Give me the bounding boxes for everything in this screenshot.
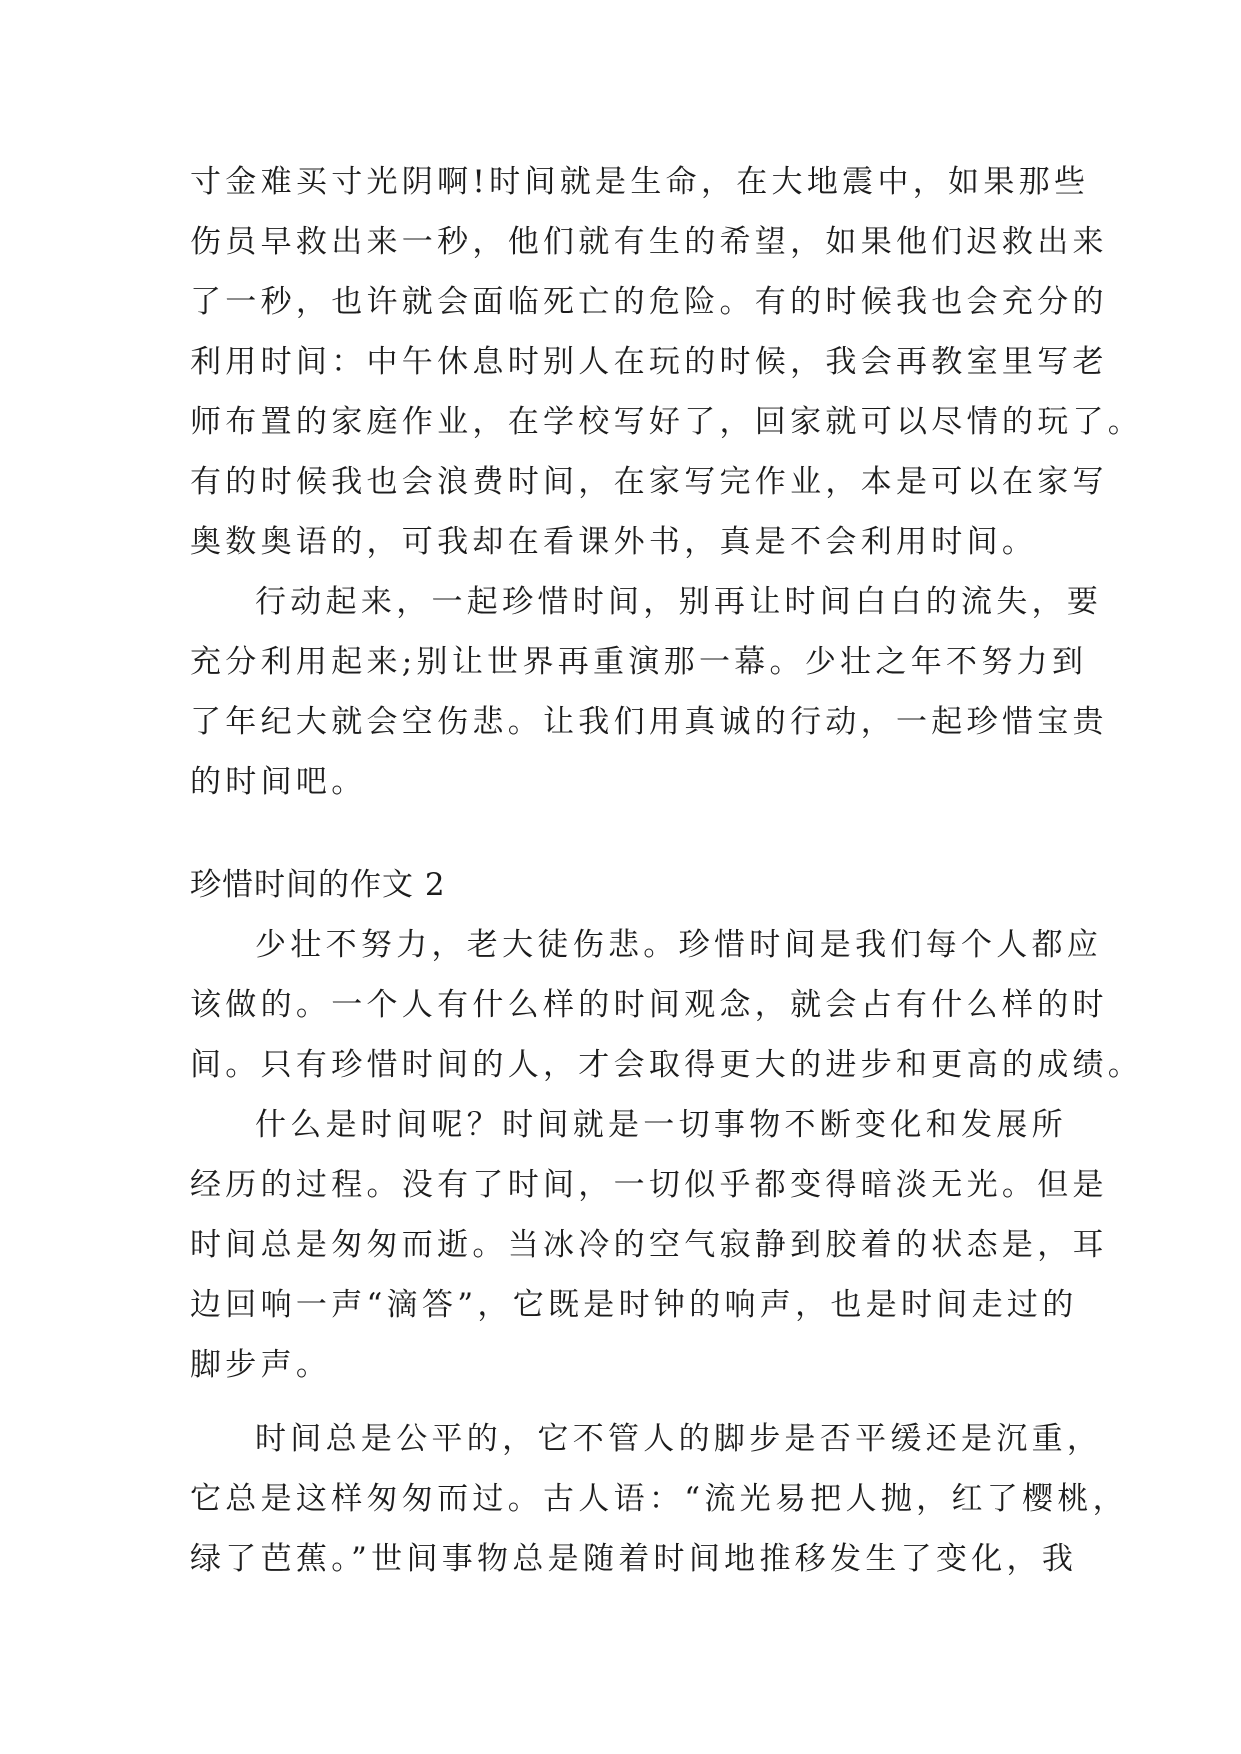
paragraph-line: 伤员早救出来一秒，他们就有生的希望，如果他们迟救出来 [190, 224, 1108, 260]
paragraph-line: 奥数奥语的，可我却在看课外书，真是不会利用时间。 [190, 524, 1038, 560]
paragraph-line: 寸金难买寸光阴啊!时间就是生命，在大地震中，如果那些 [190, 164, 1090, 200]
paragraph-line: 脚步声。 [190, 1347, 332, 1383]
paragraph-line: 时间总是匆匆而逝。当冰冷的空气寂静到胶着的状态是，耳 [190, 1227, 1108, 1263]
section-title: 珍惜时间的作文 2 [190, 867, 446, 903]
paragraph-line: 的时间吧。 [190, 764, 367, 800]
paragraph-line: 师布置的家庭作业，在学校写好了，回家就可以尽情的玩了。 [190, 404, 1144, 440]
paragraph-line: 行动起来，一起珍惜时间，别再让时间白白的流失，要 [255, 584, 1103, 620]
paragraph-line: 时间总是公平的，它不管人的脚步是否平缓还是沉重， [255, 1421, 1103, 1457]
paragraph-line: 少壮不努力，老大徒伤悲。珍惜时间是我们每个人都应 [255, 927, 1103, 963]
paragraph-line: 经历的过程。没有了时间，一切似乎都变得暗淡无光。但是 [190, 1167, 1108, 1203]
paragraph-line: 有的时候我也会浪费时间，在家写完作业，本是可以在家写 [190, 464, 1108, 500]
paragraph-line: 边回响一声“滴答”，它既是时钟的响声，也是时间走过的 [190, 1287, 1078, 1323]
paragraph-line: 什么是时间呢？时间就是一切事物不断变化和发展所 [255, 1107, 1067, 1143]
paragraph-line: 充分利用起来;别让世界再重演那一幕。少壮之年不努力到 [190, 644, 1088, 680]
paragraph-line: 利用时间：中午休息时别人在玩的时候，我会再教室里写老 [190, 344, 1108, 380]
paragraph-line: 绿了芭蕉。”世间事物总是随着时间地推移发生了变化，我 [190, 1541, 1078, 1577]
paragraph-line: 了年纪大就会空伤悲。让我们用真诚的行动，一起珍惜宝贵 [190, 704, 1108, 740]
paragraph-line: 了一秒，也许就会面临死亡的危险。有的时候我也会充分的 [190, 284, 1108, 320]
paragraph-line: 该做的。一个人有什么样的时间观念，就会占有什么样的时 [190, 987, 1108, 1023]
paragraph-line: 它总是这样匆匆而过。古人语：“流光易把人抛，红了樱桃， [190, 1481, 1128, 1517]
paragraph-line: 间。只有珍惜时间的人，才会取得更大的进步和更高的成绩。 [190, 1047, 1144, 1083]
